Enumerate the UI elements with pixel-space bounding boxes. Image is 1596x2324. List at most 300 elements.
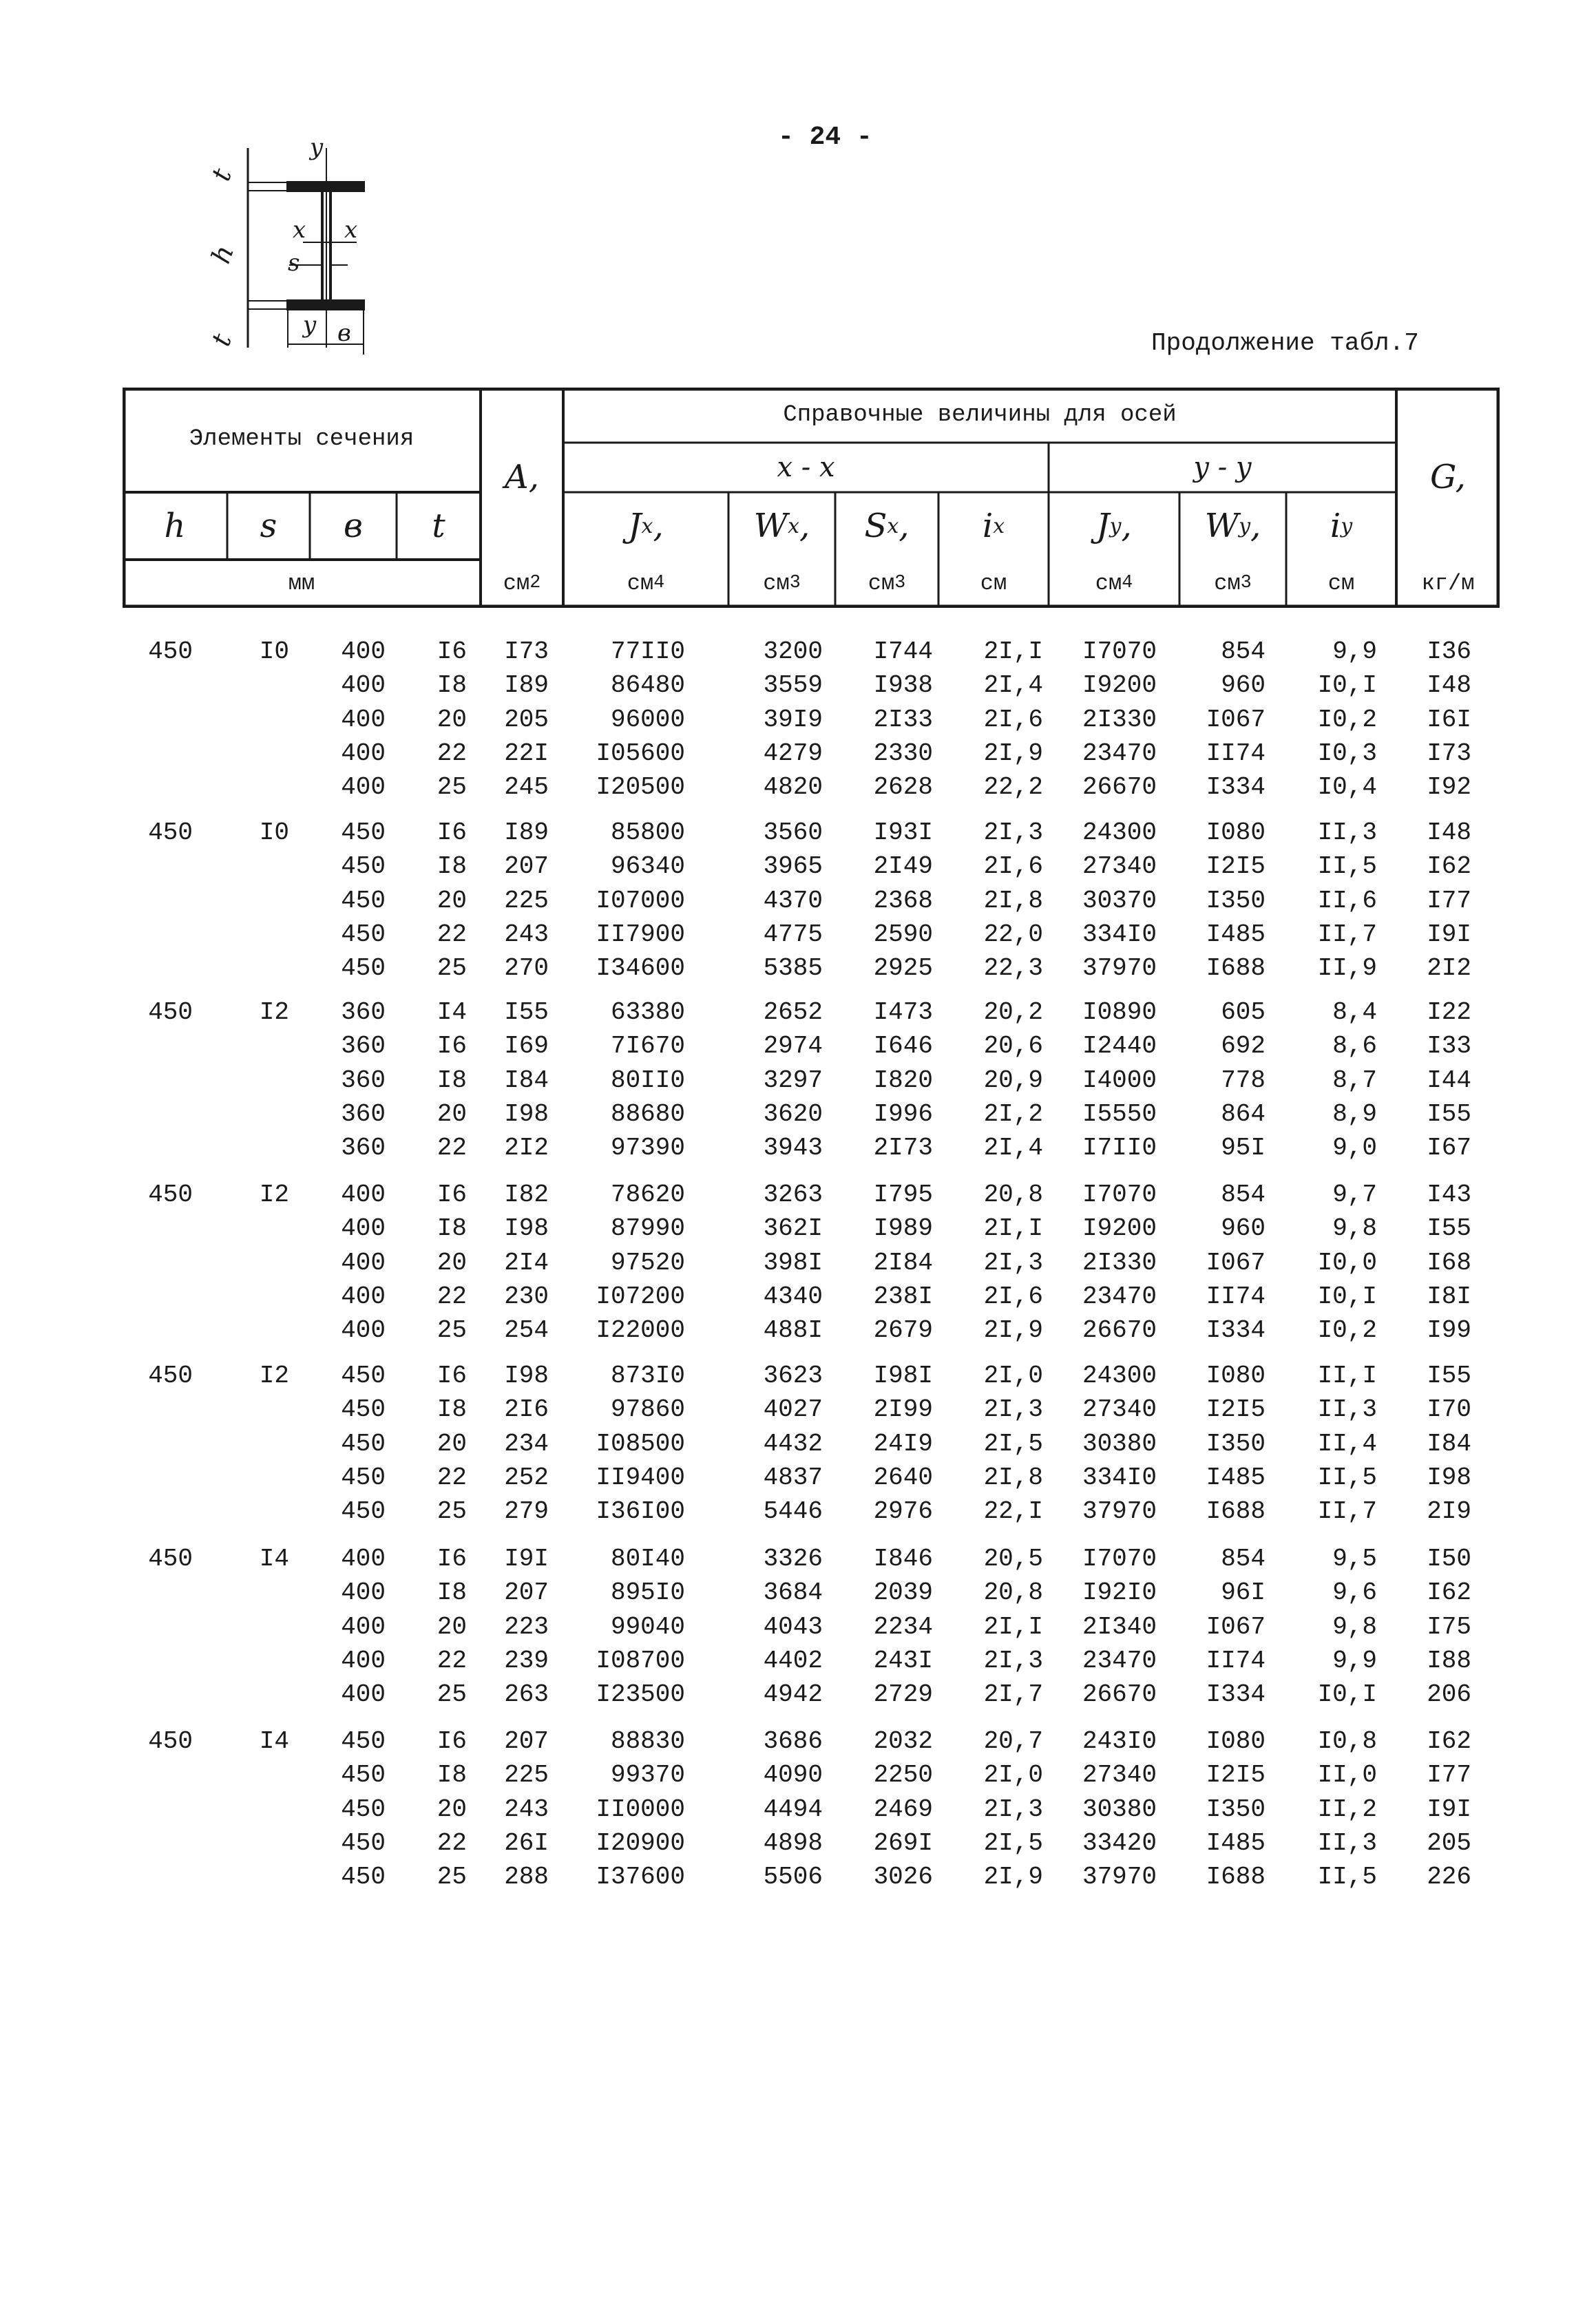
cell-area: 288 bbox=[504, 1863, 549, 1892]
cell-wx: 4402 bbox=[763, 1646, 823, 1675]
diagram-label-y-bottom: y bbox=[303, 311, 317, 339]
cell-area: I98 bbox=[504, 1214, 549, 1243]
cell-s: I4 bbox=[259, 1727, 289, 1755]
cell-jy: I9200 bbox=[1082, 671, 1157, 700]
cell-b: 450 bbox=[341, 1395, 386, 1424]
table-row bbox=[0, 818, 1596, 853]
cell-jx: II9400 bbox=[596, 1463, 685, 1492]
cell-area: 207 bbox=[504, 1727, 549, 1755]
cell-jy: 26670 bbox=[1082, 1316, 1157, 1345]
cell-wx: 3263 bbox=[763, 1181, 823, 1209]
cell-wy: I350 bbox=[1206, 886, 1266, 915]
table-row bbox=[0, 887, 1596, 921]
cell-sx: 2039 bbox=[873, 1578, 933, 1607]
cell-wy: I688 bbox=[1206, 1863, 1266, 1892]
cell-area: 254 bbox=[504, 1316, 549, 1345]
table-row bbox=[0, 671, 1596, 706]
cell-ix: 2I,3 bbox=[983, 1248, 1043, 1277]
cell-t: 22 bbox=[437, 1646, 467, 1675]
diagram-label-s: s bbox=[288, 249, 300, 277]
cell-ix: 2I,0 bbox=[983, 1761, 1043, 1790]
table-row bbox=[0, 920, 1596, 955]
cell-wx: 4494 bbox=[763, 1795, 823, 1824]
table-row bbox=[0, 706, 1596, 740]
cell-jy: 33420 bbox=[1082, 1828, 1157, 1857]
cell-area: 26I bbox=[504, 1828, 549, 1857]
cell-wx: 5446 bbox=[763, 1497, 823, 1526]
cell-ix: 22,0 bbox=[983, 920, 1043, 949]
cell-b: 450 bbox=[341, 1863, 386, 1892]
cell-ix: 20,7 bbox=[983, 1727, 1043, 1755]
cell-b: 450 bbox=[341, 1727, 386, 1755]
table-row bbox=[0, 1100, 1596, 1134]
cell-b: 450 bbox=[341, 1761, 386, 1790]
cell-wy: I2I5 bbox=[1206, 1395, 1266, 1424]
cell-jx: I23500 bbox=[596, 1680, 685, 1709]
cell-area: 22I bbox=[504, 739, 549, 768]
cell-wy: I334 bbox=[1206, 773, 1266, 802]
cell-g: I75 bbox=[1427, 1612, 1471, 1641]
cell-ix: 22,3 bbox=[983, 954, 1043, 983]
cell-g: I6I bbox=[1427, 705, 1471, 734]
cell-jx: I07000 bbox=[596, 886, 685, 915]
cell-t: 25 bbox=[437, 954, 467, 983]
cell-h: 450 bbox=[148, 1362, 193, 1390]
cell-wy: 692 bbox=[1221, 1032, 1266, 1061]
cell-t: 20 bbox=[437, 705, 467, 734]
cell-t: 25 bbox=[437, 773, 467, 802]
cell-area: 263 bbox=[504, 1680, 549, 1709]
table-row bbox=[0, 739, 1596, 774]
cell-jx: 63380 bbox=[610, 998, 685, 1026]
cell-b: 450 bbox=[341, 920, 386, 949]
cell-wx: 3623 bbox=[763, 1362, 823, 1390]
cell-wx: 488I bbox=[763, 1316, 823, 1345]
diagram-label-h: h bbox=[205, 241, 240, 268]
cell-sx: 3026 bbox=[873, 1863, 933, 1892]
cell-jy: 23470 bbox=[1082, 1646, 1157, 1675]
table-row bbox=[0, 1249, 1596, 1283]
page-number: - 24 - bbox=[778, 123, 872, 152]
cell-sx: 243I bbox=[873, 1646, 933, 1675]
cell-g: I33 bbox=[1427, 1032, 1471, 1061]
cell-b: 400 bbox=[341, 705, 386, 734]
cell-ix: 20,5 bbox=[983, 1545, 1043, 1573]
cell-b: 400 bbox=[341, 1545, 386, 1573]
cell-jy: I7070 bbox=[1082, 1181, 1157, 1209]
cell-wy: 778 bbox=[1221, 1066, 1266, 1095]
cell-sx: 2976 bbox=[873, 1497, 933, 1526]
cell-iy: I0,I bbox=[1317, 671, 1377, 700]
cell-wx: 3326 bbox=[763, 1545, 823, 1573]
cell-ix: 2I,3 bbox=[983, 1395, 1043, 1424]
cell-jx: 97520 bbox=[610, 1248, 685, 1277]
cell-jx: 873I0 bbox=[610, 1362, 685, 1390]
cell-jx: 87990 bbox=[610, 1214, 685, 1243]
cell-g: I36 bbox=[1427, 637, 1471, 666]
cell-h: 450 bbox=[148, 637, 193, 666]
cell-wy: I688 bbox=[1206, 1497, 1266, 1526]
cell-jx: I08700 bbox=[596, 1646, 685, 1675]
cell-wy: 960 bbox=[1221, 1214, 1266, 1243]
cell-iy: II,2 bbox=[1317, 1795, 1377, 1824]
cell-t: I8 bbox=[437, 671, 467, 700]
cell-g: I50 bbox=[1427, 1545, 1471, 1573]
cell-b: 450 bbox=[341, 818, 386, 847]
table-row bbox=[0, 773, 1596, 807]
cell-h: 450 bbox=[148, 1727, 193, 1755]
cell-t: I8 bbox=[437, 1066, 467, 1095]
cell-wy: II74 bbox=[1206, 1282, 1266, 1311]
cell-g: I55 bbox=[1427, 1214, 1471, 1243]
cell-jy: 30380 bbox=[1082, 1429, 1157, 1458]
cell-jy: 334I0 bbox=[1082, 920, 1157, 949]
table-row bbox=[0, 998, 1596, 1033]
cell-t: 22 bbox=[437, 1463, 467, 1492]
cell-sx: 2I99 bbox=[873, 1395, 933, 1424]
cell-s: I2 bbox=[259, 1362, 289, 1390]
cell-wy: 854 bbox=[1221, 637, 1266, 666]
cell-sx: 2628 bbox=[873, 773, 933, 802]
cell-wx: 4942 bbox=[763, 1680, 823, 1709]
cell-b: 400 bbox=[341, 1646, 386, 1675]
cell-t: 22 bbox=[437, 1828, 467, 1857]
cell-iy: 8,4 bbox=[1332, 998, 1377, 1026]
cell-jy: 26670 bbox=[1082, 1680, 1157, 1709]
cell-b: 360 bbox=[341, 1032, 386, 1061]
header-sym-jy: J y , bbox=[1096, 507, 1132, 545]
cell-ix: 20,6 bbox=[983, 1032, 1043, 1061]
table-row bbox=[0, 954, 1596, 989]
cell-g: I48 bbox=[1427, 671, 1471, 700]
cell-t: 20 bbox=[437, 1099, 467, 1128]
cell-jy: 23470 bbox=[1082, 739, 1157, 768]
cell-iy: 8,9 bbox=[1332, 1099, 1377, 1128]
cell-wy: I2I5 bbox=[1206, 852, 1266, 881]
cell-g: 2I9 bbox=[1427, 1497, 1471, 1526]
header-unit-g: кг/м bbox=[1421, 570, 1475, 596]
cell-wy: I067 bbox=[1206, 705, 1266, 734]
cell-b: 360 bbox=[341, 1099, 386, 1128]
cell-sx: I744 bbox=[873, 637, 933, 666]
cell-g: I9I bbox=[1427, 1795, 1471, 1824]
cell-ix: 2I,3 bbox=[983, 1646, 1043, 1675]
cell-b: 360 bbox=[341, 1134, 386, 1163]
cell-area: I9I bbox=[504, 1545, 549, 1573]
cell-g: I22 bbox=[1427, 998, 1471, 1026]
cell-g: 226 bbox=[1427, 1863, 1471, 1892]
cell-b: 400 bbox=[341, 1612, 386, 1641]
cell-wx: 4775 bbox=[763, 920, 823, 949]
cell-b: 400 bbox=[341, 773, 386, 802]
cell-ix: 2I,9 bbox=[983, 1863, 1043, 1892]
cell-ix: 2I,5 bbox=[983, 1429, 1043, 1458]
cell-g: I70 bbox=[1427, 1395, 1471, 1424]
cell-t: I6 bbox=[437, 1181, 467, 1209]
cell-wy: II74 bbox=[1206, 739, 1266, 768]
diagram-label-x-right: x bbox=[344, 216, 358, 244]
cell-h: 450 bbox=[148, 998, 193, 1026]
cell-g: I84 bbox=[1427, 1429, 1471, 1458]
cell-h: 450 bbox=[148, 1181, 193, 1209]
cell-iy: 9,8 bbox=[1332, 1214, 1377, 1243]
cell-jy: I7II0 bbox=[1082, 1134, 1157, 1163]
cell-sx: 2679 bbox=[873, 1316, 933, 1345]
cell-b: 400 bbox=[341, 1316, 386, 1345]
cell-jx: II0000 bbox=[596, 1795, 685, 1824]
table-row bbox=[0, 1134, 1596, 1168]
cell-jx: I36I00 bbox=[596, 1497, 685, 1526]
cell-area: I84 bbox=[504, 1066, 549, 1095]
cell-b: 400 bbox=[341, 1181, 386, 1209]
cell-sx: I473 bbox=[873, 998, 933, 1026]
cell-g: I77 bbox=[1427, 886, 1471, 915]
cell-iy: I0,4 bbox=[1317, 773, 1377, 802]
cell-iy: I0,2 bbox=[1317, 705, 1377, 734]
cell-wx: 2652 bbox=[763, 998, 823, 1026]
table-row bbox=[0, 1727, 1596, 1762]
table-row bbox=[0, 852, 1596, 887]
cell-ix: 2I,I bbox=[983, 1612, 1043, 1641]
cell-area: 223 bbox=[504, 1612, 549, 1641]
cell-jx: 80II0 bbox=[610, 1066, 685, 1095]
diagram-label-t-bottom: t bbox=[205, 330, 238, 350]
cell-iy: II,9 bbox=[1317, 954, 1377, 983]
cell-wy: 605 bbox=[1221, 998, 1266, 1026]
cell-iy: II,3 bbox=[1317, 1828, 1377, 1857]
table-row bbox=[0, 1829, 1596, 1863]
cell-t: 25 bbox=[437, 1680, 467, 1709]
cell-jy: 2I330 bbox=[1082, 1248, 1157, 1277]
cell-wx: 4898 bbox=[763, 1828, 823, 1857]
cell-sx: 24I9 bbox=[873, 1429, 933, 1458]
cell-t: 20 bbox=[437, 1248, 467, 1277]
header-axis-x: x - x bbox=[777, 452, 835, 483]
cell-area: I89 bbox=[504, 818, 549, 847]
cell-t: 22 bbox=[437, 739, 467, 768]
cell-sx: I938 bbox=[873, 671, 933, 700]
cell-wx: 5506 bbox=[763, 1863, 823, 1892]
cell-iy: II,5 bbox=[1317, 1463, 1377, 1492]
cell-wy: I350 bbox=[1206, 1429, 1266, 1458]
cell-s: I2 bbox=[259, 1181, 289, 1209]
cell-ix: 2I,7 bbox=[983, 1680, 1043, 1709]
cell-area: 207 bbox=[504, 1578, 549, 1607]
cell-area: 2I6 bbox=[504, 1395, 549, 1424]
cell-iy: II,7 bbox=[1317, 920, 1377, 949]
cell-area: I89 bbox=[504, 671, 549, 700]
cell-jy: I5550 bbox=[1082, 1099, 1157, 1128]
cell-ix: 2I,6 bbox=[983, 705, 1043, 734]
cell-b: 360 bbox=[341, 998, 386, 1026]
cell-b: 400 bbox=[341, 1214, 386, 1243]
cell-t: 20 bbox=[437, 1612, 467, 1641]
cell-g: I55 bbox=[1427, 1362, 1471, 1390]
cell-ix: 22,I bbox=[983, 1497, 1043, 1526]
cell-jy: 37970 bbox=[1082, 954, 1157, 983]
cell-ix: 20,9 bbox=[983, 1066, 1043, 1095]
cell-t: 25 bbox=[437, 1863, 467, 1892]
cell-ix: 2I,3 bbox=[983, 818, 1043, 847]
cell-wx: 4279 bbox=[763, 739, 823, 768]
cell-wx: 4432 bbox=[763, 1429, 823, 1458]
header-unit-jy: см 4 bbox=[1095, 570, 1133, 596]
cell-jy: I4000 bbox=[1082, 1066, 1157, 1095]
cell-t: 20 bbox=[437, 886, 467, 915]
cell-t: 20 bbox=[437, 1795, 467, 1824]
cell-sx: 2368 bbox=[873, 886, 933, 915]
cell-g: I44 bbox=[1427, 1066, 1471, 1095]
cell-iy: 9,9 bbox=[1332, 637, 1377, 666]
table-row bbox=[0, 1430, 1596, 1464]
cell-g: I88 bbox=[1427, 1646, 1471, 1675]
table-row bbox=[0, 1497, 1596, 1532]
cell-ix: 2I,4 bbox=[983, 1134, 1043, 1163]
cell-sx: 238I bbox=[873, 1282, 933, 1311]
cell-t: 22 bbox=[437, 1134, 467, 1163]
cell-wx: 362I bbox=[763, 1214, 823, 1243]
table-row bbox=[0, 1464, 1596, 1498]
cell-t: I6 bbox=[437, 818, 467, 847]
cell-wy: I485 bbox=[1206, 920, 1266, 949]
cell-t: I8 bbox=[437, 1395, 467, 1424]
cell-t: 25 bbox=[437, 1497, 467, 1526]
cell-jx: I07200 bbox=[596, 1282, 685, 1311]
cell-jx: 895I0 bbox=[610, 1578, 685, 1607]
cell-g: I55 bbox=[1427, 1099, 1471, 1128]
table-row bbox=[0, 1316, 1596, 1351]
cell-wx: 4820 bbox=[763, 773, 823, 802]
cell-jx: 96000 bbox=[610, 705, 685, 734]
cell-jy: 27340 bbox=[1082, 852, 1157, 881]
cell-t: I8 bbox=[437, 1761, 467, 1790]
cell-iy: I0,2 bbox=[1317, 1316, 1377, 1345]
cell-sx: 2729 bbox=[873, 1680, 933, 1709]
cell-wx: 39I9 bbox=[763, 705, 823, 734]
cell-area: I73 bbox=[504, 637, 549, 666]
cell-area: 2I2 bbox=[504, 1134, 549, 1163]
cell-sx: 2234 bbox=[873, 1612, 933, 1641]
cell-t: 22 bbox=[437, 1282, 467, 1311]
cell-b: 450 bbox=[341, 1828, 386, 1857]
cell-iy: 8,7 bbox=[1332, 1066, 1377, 1095]
cell-sx: 269I bbox=[873, 1828, 933, 1857]
header-sym-s: s bbox=[260, 507, 277, 545]
cell-jy: 30370 bbox=[1082, 886, 1157, 915]
header-sym-b: в bbox=[344, 507, 363, 545]
cell-jx: I20900 bbox=[596, 1828, 685, 1857]
cell-wx: 4370 bbox=[763, 886, 823, 915]
cell-t: 22 bbox=[437, 920, 467, 949]
cell-g: 206 bbox=[1427, 1680, 1471, 1709]
cell-sx: I989 bbox=[873, 1214, 933, 1243]
cell-wy: 864 bbox=[1221, 1099, 1266, 1128]
cell-jx: I20500 bbox=[596, 773, 685, 802]
cell-g: I73 bbox=[1427, 739, 1471, 768]
cell-iy: II,3 bbox=[1317, 818, 1377, 847]
cell-wx: 3297 bbox=[763, 1066, 823, 1095]
cell-wx: 4837 bbox=[763, 1463, 823, 1492]
cell-b: 400 bbox=[341, 1680, 386, 1709]
cell-h: 450 bbox=[148, 1545, 193, 1573]
cell-jy: 30380 bbox=[1082, 1795, 1157, 1824]
cell-wx: 4043 bbox=[763, 1612, 823, 1641]
cell-t: I8 bbox=[437, 1214, 467, 1243]
cell-h: 450 bbox=[148, 818, 193, 847]
cell-jy: 27340 bbox=[1082, 1761, 1157, 1790]
cell-sx: 2469 bbox=[873, 1795, 933, 1824]
header-unit-ix: см bbox=[980, 570, 1007, 596]
table-row bbox=[0, 1761, 1596, 1795]
cell-wx: 2974 bbox=[763, 1032, 823, 1061]
cell-jy: I0890 bbox=[1082, 998, 1157, 1026]
cell-t: I8 bbox=[437, 852, 467, 881]
cell-b: 400 bbox=[341, 1282, 386, 1311]
cell-sx: I846 bbox=[873, 1545, 933, 1573]
cell-b: 450 bbox=[341, 954, 386, 983]
cell-wx: 3559 bbox=[763, 671, 823, 700]
cell-jy: 37970 bbox=[1082, 1497, 1157, 1526]
cell-wy: 854 bbox=[1221, 1545, 1266, 1573]
table-row bbox=[0, 1795, 1596, 1830]
cell-area: 243 bbox=[504, 920, 549, 949]
cell-ix: 2I,2 bbox=[983, 1099, 1043, 1128]
cell-jy: 26670 bbox=[1082, 773, 1157, 802]
header-unit-mm: мм bbox=[288, 570, 315, 596]
cell-sx: 2I73 bbox=[873, 1134, 933, 1163]
cell-iy: II,5 bbox=[1317, 1863, 1377, 1892]
cell-g: I77 bbox=[1427, 1761, 1471, 1790]
table-row bbox=[0, 1066, 1596, 1101]
cell-area: 205 bbox=[504, 705, 549, 734]
cell-area: 2I4 bbox=[504, 1248, 549, 1277]
header-elements-title: Элементы сечения bbox=[189, 426, 414, 452]
cell-ix: 2I,I bbox=[983, 1214, 1043, 1243]
cell-wx: 3620 bbox=[763, 1099, 823, 1128]
cell-t: I6 bbox=[437, 1727, 467, 1755]
cell-wy: I485 bbox=[1206, 1463, 1266, 1492]
cell-jy: 24300 bbox=[1082, 818, 1157, 847]
table-row bbox=[0, 1578, 1596, 1613]
cell-s: I0 bbox=[259, 637, 289, 666]
cell-ix: 2I,6 bbox=[983, 852, 1043, 881]
cell-iy: I0,I bbox=[1317, 1282, 1377, 1311]
cell-g: I92 bbox=[1427, 773, 1471, 802]
cell-wx: 3965 bbox=[763, 852, 823, 881]
table-row bbox=[0, 1282, 1596, 1317]
cell-jy: I7070 bbox=[1082, 1545, 1157, 1573]
cell-wy: I067 bbox=[1206, 1248, 1266, 1277]
header-unit-area: см 2 bbox=[503, 570, 541, 596]
header-unit-sx: см 3 bbox=[868, 570, 906, 596]
cell-t: I6 bbox=[437, 637, 467, 666]
cell-jy: 37970 bbox=[1082, 1863, 1157, 1892]
cell-g: I8I bbox=[1427, 1282, 1471, 1311]
cell-ix: 20,2 bbox=[983, 998, 1043, 1026]
header-sym-area: A, bbox=[505, 458, 539, 496]
cell-jy: 24300 bbox=[1082, 1362, 1157, 1390]
cell-area: I69 bbox=[504, 1032, 549, 1061]
cell-wy: I080 bbox=[1206, 1727, 1266, 1755]
cell-b: 450 bbox=[341, 886, 386, 915]
cell-jx: II7900 bbox=[596, 920, 685, 949]
cell-jx: 85800 bbox=[610, 818, 685, 847]
header-unit-wx: см 3 bbox=[763, 570, 801, 596]
cell-wy: 95I bbox=[1221, 1134, 1266, 1163]
cell-iy: 9,9 bbox=[1332, 1646, 1377, 1675]
cell-iy: II,7 bbox=[1317, 1497, 1377, 1526]
cell-jy: 27340 bbox=[1082, 1395, 1157, 1424]
